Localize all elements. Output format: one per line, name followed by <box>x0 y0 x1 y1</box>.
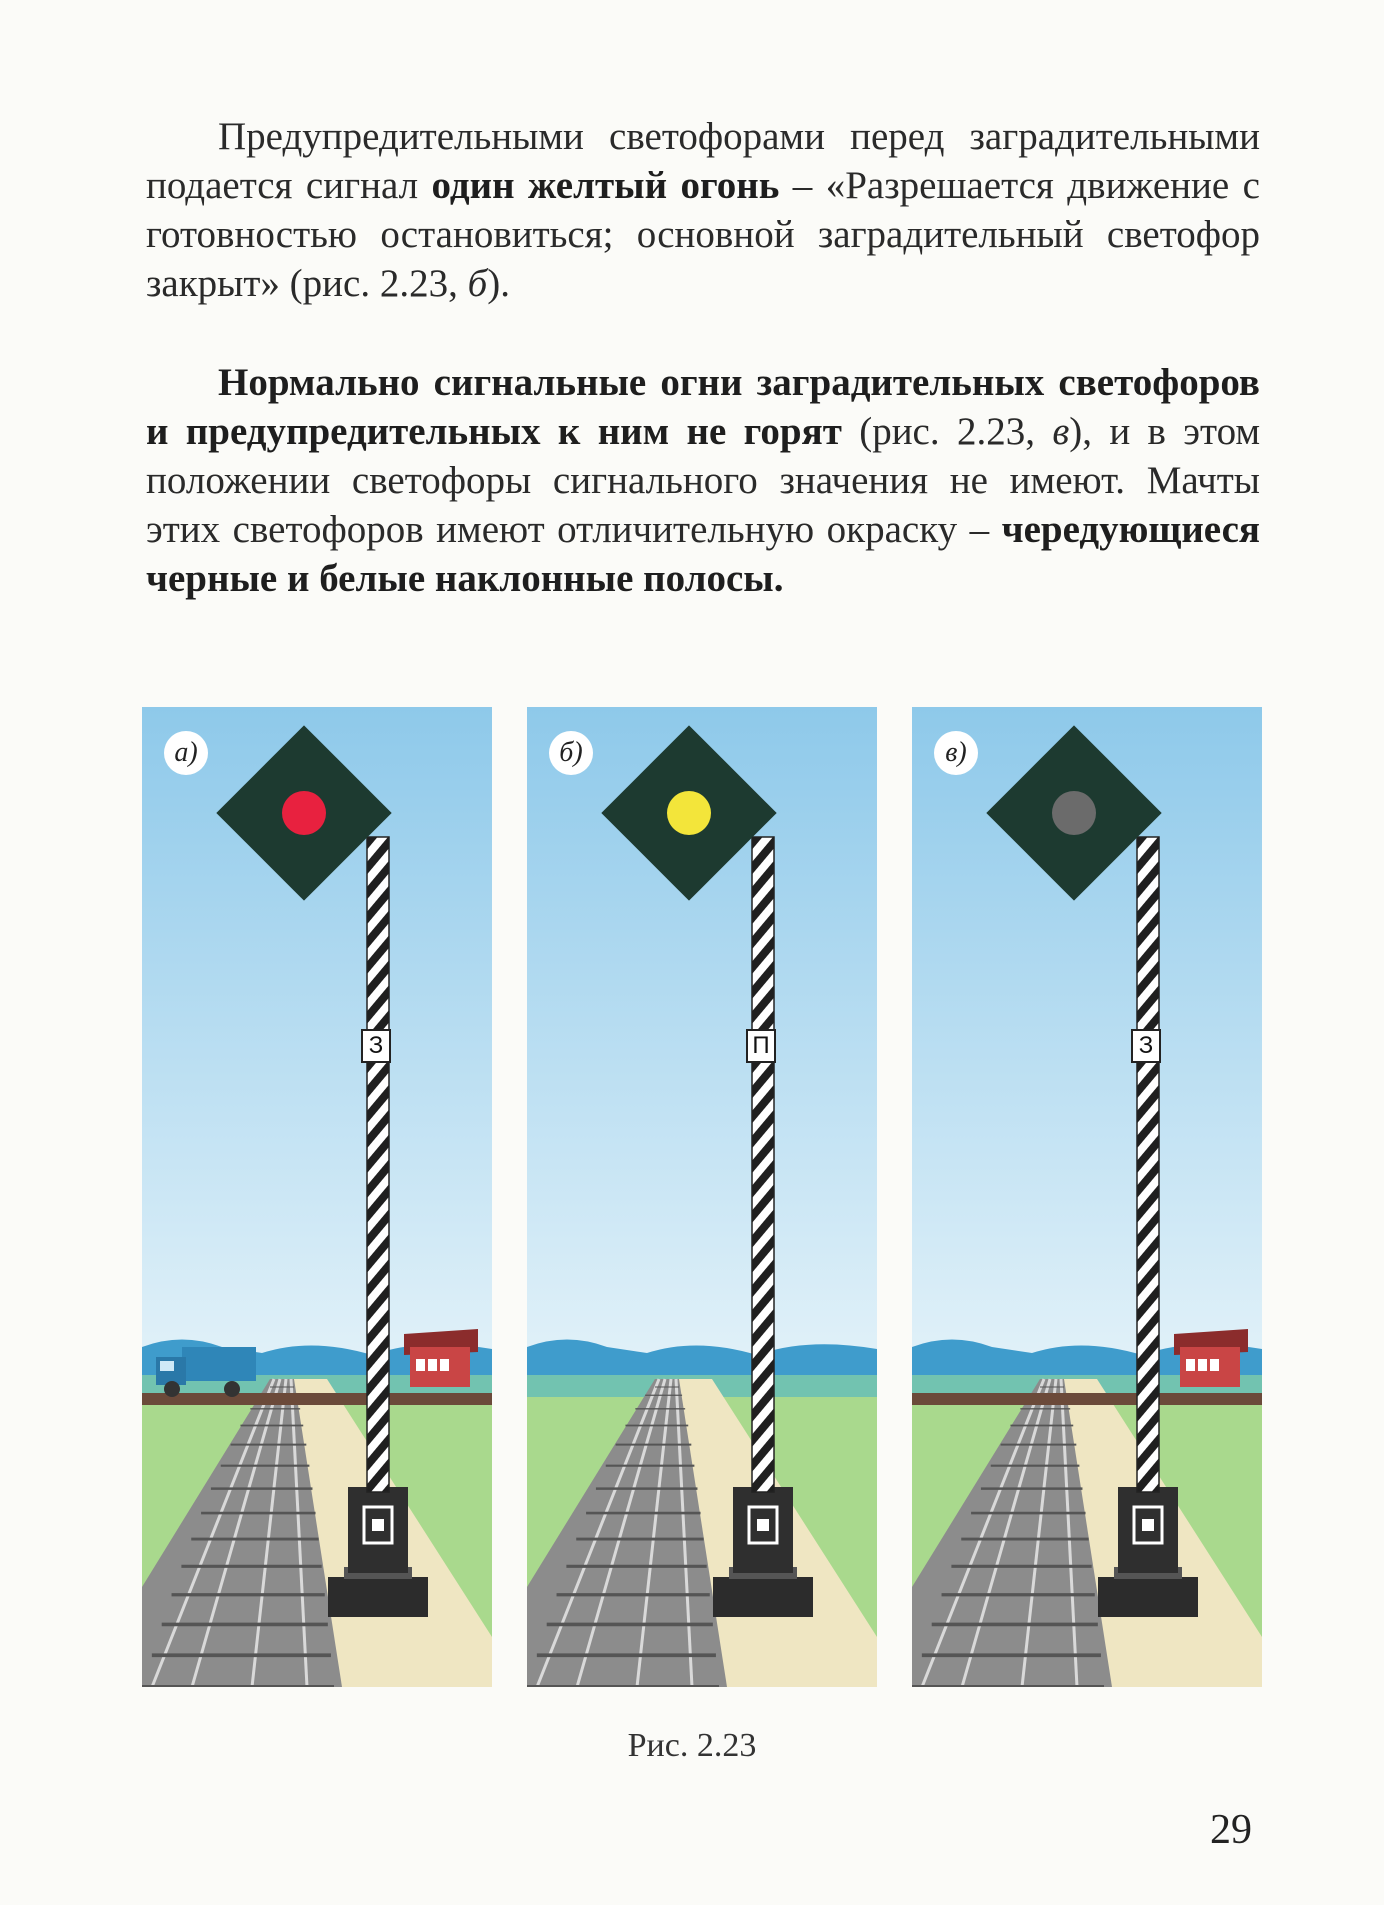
para1-text-3: ). <box>487 262 510 305</box>
mast-plate: З <box>1131 1029 1161 1063</box>
panel-label: а) <box>164 731 208 775</box>
signal-light-red <box>282 791 326 835</box>
para1-text-2: – «Разрешается движение с готовностью остановиться; основной заградительный светофор закрыт» (рис. 2.23, <box>146 164 1260 305</box>
para2-text-2: ), и в этом положении светофоры сигнального значения не имеют. Мачты этих светофоров имеют отличительную окраску – <box>146 410 1261 551</box>
mast-plate: З <box>361 1029 391 1063</box>
mast-base-plinth <box>328 1577 428 1617</box>
striped-mast <box>1137 837 1159 1492</box>
cabinet-lock <box>1142 1519 1154 1531</box>
para2-bold-1: Нормально сигнальные огни заградительных светофоров и предупредительных к ним не горят <box>146 361 1260 453</box>
signal-scene-illustration <box>527 707 877 1687</box>
truck-body <box>182 1347 256 1381</box>
figure-panel-b <box>527 707 877 1687</box>
building-window <box>1198 1359 1207 1371</box>
para1-italic-1: б <box>467 262 488 305</box>
signal-light-off <box>1052 791 1096 835</box>
crossing-barrier <box>912 1393 1262 1405</box>
signal-light-yellow <box>667 791 711 835</box>
striped-mast <box>752 837 774 1492</box>
panel-label: б) <box>549 731 593 775</box>
truck-wheel <box>224 1381 240 1397</box>
figure-panel-c <box>912 707 1262 1687</box>
mast-base-plinth <box>1098 1577 1198 1617</box>
para2-italic-1: в <box>1052 410 1070 453</box>
signal-scene-illustration <box>142 707 492 1687</box>
figure-caption: Рис. 2.23 <box>627 1727 757 1764</box>
para2-text-1: (рис. 2.23, <box>841 410 1053 453</box>
paragraph-2 <box>146 358 1260 603</box>
para2-bold-2: чередующиеся черные и белые наклонные полосы. <box>146 508 1260 600</box>
page-number: 29 <box>1210 1807 1252 1853</box>
mast-plate: П <box>746 1029 776 1063</box>
para1-text-1: Предупредительными светофорами перед заградительными подается сигнал <box>146 115 1260 207</box>
truck-window <box>160 1361 174 1371</box>
building-window <box>1186 1359 1195 1371</box>
cabinet-lock <box>757 1519 769 1531</box>
cabinet-lock <box>372 1519 384 1531</box>
para1-bold-1: один желтый огонь <box>431 164 780 207</box>
building-window <box>1210 1359 1219 1371</box>
building-window <box>428 1359 437 1371</box>
building-window <box>416 1359 425 1371</box>
building-window <box>440 1359 449 1371</box>
crossing-barrier <box>142 1393 492 1405</box>
panel-label: в) <box>934 731 978 775</box>
mast-base-plinth <box>713 1577 813 1617</box>
figure-panel-a <box>142 707 492 1687</box>
signal-scene-illustration <box>912 707 1262 1687</box>
paragraph-1 <box>146 112 1260 308</box>
truck-wheel <box>164 1381 180 1397</box>
striped-mast <box>367 837 389 1492</box>
